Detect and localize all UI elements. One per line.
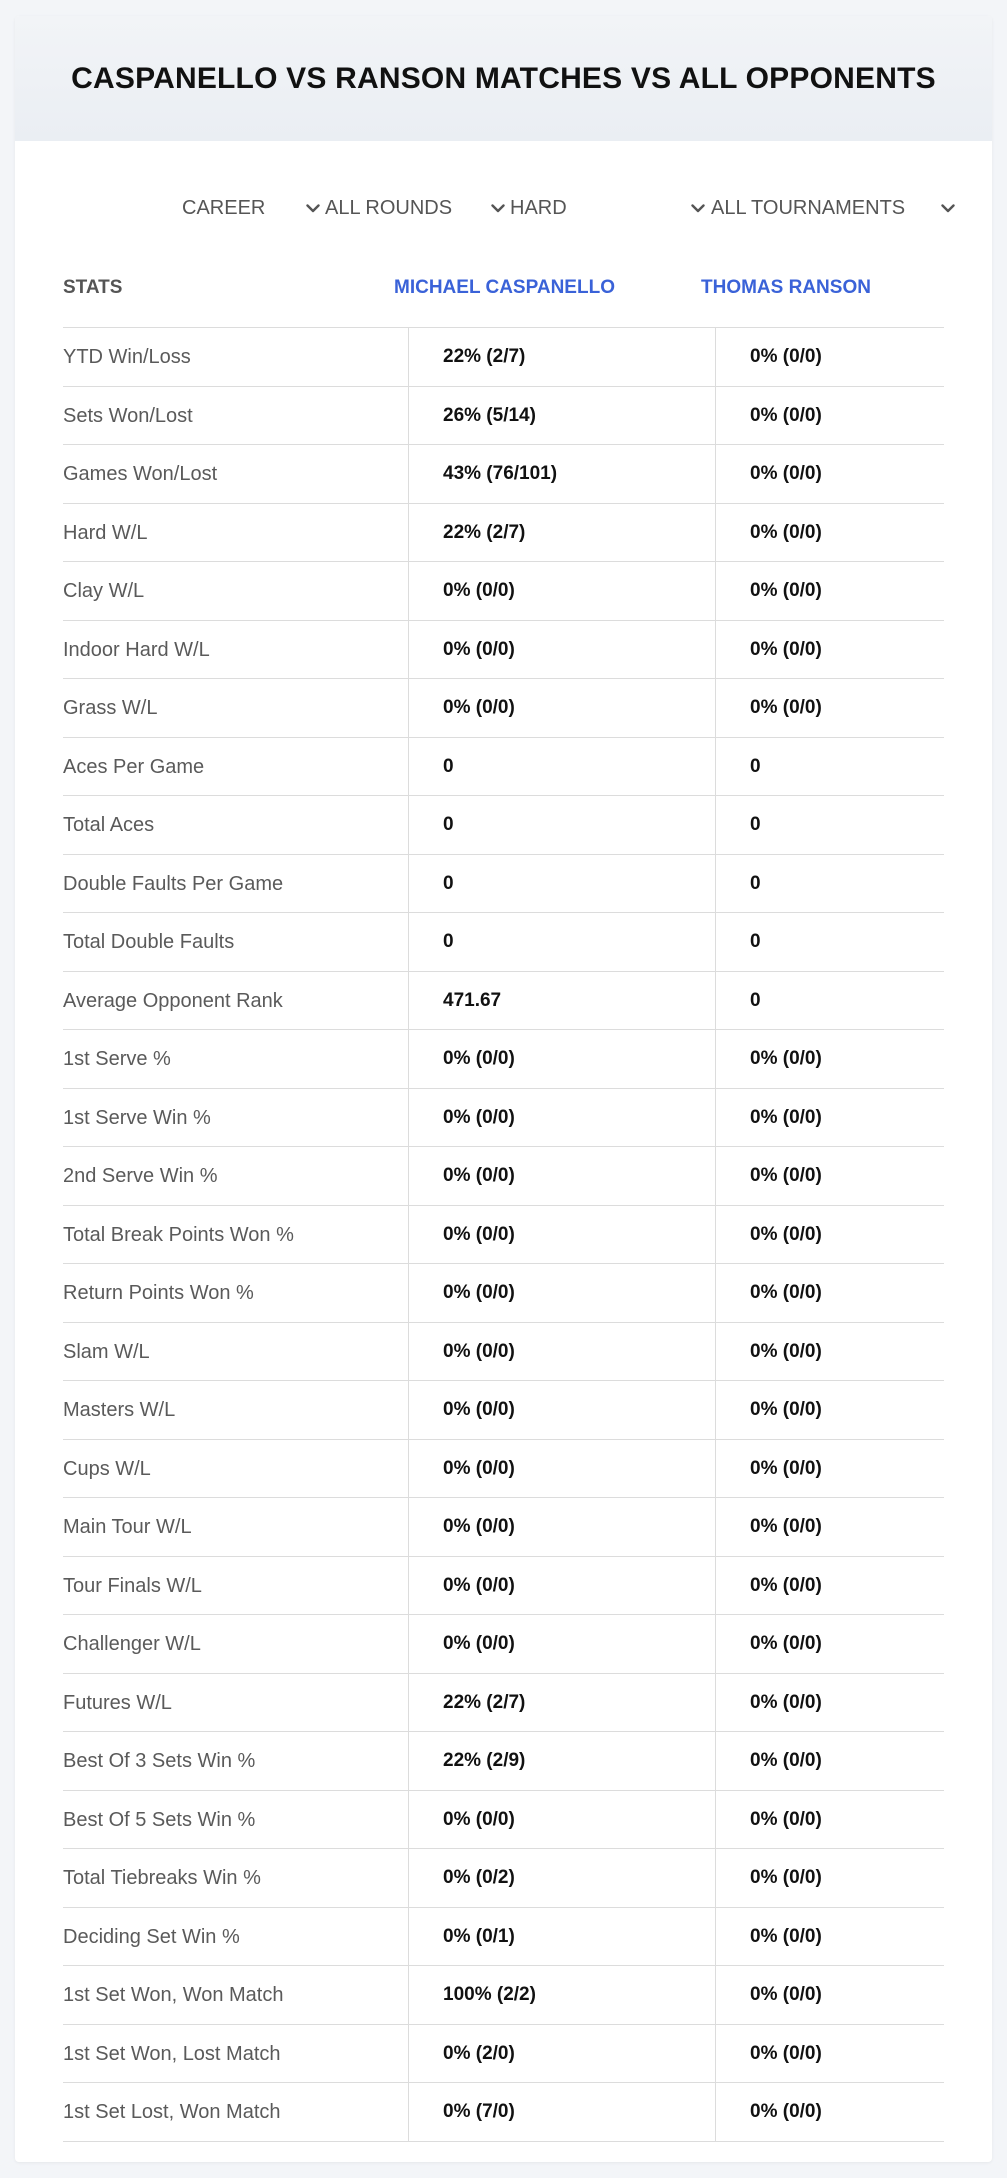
player1-stat-value: 0% (7/0) — [443, 2101, 515, 2122]
stat-label: Total Tiebreaks Win % — [63, 1867, 261, 1889]
player2-stat-value: 0% (0/0) — [750, 2101, 822, 2122]
column-divider — [715, 328, 716, 2142]
chevron-down-icon — [303, 198, 323, 218]
table-row — [63, 1615, 944, 1674]
chevron-down-icon — [938, 198, 958, 218]
stat-label: Sets Won/Lost — [63, 404, 193, 427]
table-row — [63, 1674, 944, 1733]
player1-stat-value: 0% (0/1) — [443, 1925, 515, 1947]
player1-stat-value: 0 — [443, 755, 454, 777]
player1-stat-value: 0% (0/0) — [443, 638, 515, 660]
table-row — [63, 1440, 944, 1499]
player2-stat-value: 0 — [750, 814, 761, 835]
stat-label: Hard W/L — [63, 521, 148, 544]
table-row — [63, 445, 944, 504]
player2-stat-value: 0% (0/0) — [750, 463, 822, 484]
player2-stat-value: 0 — [750, 989, 761, 1011]
rounds-filter-value: ALL ROUNDS — [325, 196, 453, 219]
player2-stat-value: 0% (0/0) — [750, 1106, 822, 1128]
player2-stat-value: 0% (0/0) — [750, 1633, 822, 1654]
player2-stat-value: 0% (0/0) — [750, 404, 822, 426]
table-row — [63, 796, 944, 855]
stat-label: Tour Finals W/L — [63, 1574, 202, 1597]
player2-stat-value: 0 — [750, 872, 761, 894]
surface-filter-value: HARD — [510, 196, 567, 219]
player2-stat-value: 0% (0/0) — [750, 1223, 822, 1245]
player2-stat-value: 0% (0/0) — [750, 2042, 822, 2064]
stat-label: Average Opponent Rank — [63, 989, 283, 1012]
table-row — [63, 738, 944, 797]
stat-label: Main Tour W/L — [63, 1516, 192, 1538]
table-row — [63, 913, 944, 972]
chevron-down-icon — [688, 198, 708, 218]
table-header — [63, 248, 944, 328]
player1-stat-value: 0% (0/0) — [443, 1223, 515, 1245]
player2-stat-value: 0% (0/0) — [750, 1691, 822, 1713]
stat-label: 1st Serve Win % — [63, 1106, 211, 1129]
table-row — [63, 1147, 944, 1206]
player2-stat-value: 0% (0/0) — [750, 346, 822, 367]
stat-label: 1st Set Lost, Won Match — [63, 2101, 281, 2123]
player1-stat-value: 0% (0/0) — [443, 1106, 515, 1128]
table-row — [63, 328, 944, 387]
player1-stat-value: 0% (0/0) — [443, 1282, 515, 1303]
player1-stat-value: 0 — [443, 931, 454, 952]
player2-stat-value: 0% (0/0) — [750, 1516, 822, 1537]
stat-label: Grass W/L — [63, 697, 158, 719]
career-filter-value: CAREER — [182, 196, 266, 219]
page-title: CASPANELLO VS RANSON MATCHES VS ALL OPPONENTS — [71, 61, 936, 95]
player1-stat-value: 471.67 — [443, 989, 502, 1011]
player2-stat-value: 0 — [750, 755, 761, 777]
stat-label: Deciding Set Win % — [63, 1925, 240, 1948]
table-row — [63, 504, 944, 563]
stats-column-header: STATS — [63, 276, 123, 298]
table-row — [63, 1264, 944, 1323]
stat-label: Games Won/Lost — [63, 463, 218, 485]
stat-label: Best Of 3 Sets Win % — [63, 1750, 256, 1772]
player2-stat-value: 0% (0/0) — [750, 1399, 822, 1420]
stat-label: 1st Set Won, Lost Match — [63, 2042, 281, 2065]
stat-label: Total Aces — [63, 814, 155, 836]
table-row — [63, 1030, 944, 1089]
player2-stat-value: 0% (0/0) — [750, 697, 822, 718]
player1-stat-value: 0% (0/0) — [443, 1048, 515, 1069]
player2-stat-value: 0% (0/0) — [750, 1048, 822, 1069]
stat-label: Return Points Won % — [63, 1282, 254, 1304]
stat-label: Masters W/L — [63, 1399, 176, 1421]
table-row — [63, 1498, 944, 1557]
table-row — [63, 1849, 944, 1908]
stat-label: Futures W/L — [63, 1691, 172, 1714]
chevron-down-icon — [488, 198, 508, 218]
table-row — [63, 2083, 944, 2142]
stat-label: Total Break Points Won % — [63, 1223, 294, 1246]
stat-label: Best Of 5 Sets Win % — [63, 1808, 256, 1831]
player2-link[interactable]: THOMAS RANSON — [701, 276, 871, 298]
player1-stat-value: 0% (0/0) — [443, 580, 515, 601]
table-row — [63, 2025, 944, 2084]
stat-label: 1st Serve % — [63, 1048, 171, 1070]
table-row — [63, 1732, 944, 1791]
table-row — [63, 1381, 944, 1440]
stat-label: 2nd Serve Win % — [63, 1165, 218, 1187]
player2-stat-value: 0% (0/0) — [750, 1925, 822, 1947]
stats-table — [63, 248, 944, 2142]
tournaments-filter[interactable] — [711, 188, 958, 228]
player2-stat-value: 0% (0/0) — [750, 1984, 822, 2005]
table-row — [63, 562, 944, 621]
player2-stat-value: 0% (0/0) — [750, 521, 822, 543]
stat-label: Indoor Hard W/L — [63, 638, 210, 661]
stats-card — [15, 16, 992, 2162]
player1-stat-value: 0% (0/0) — [443, 1808, 515, 1830]
player1-stat-value: 0% (0/0) — [443, 1399, 515, 1420]
player1-stat-value: 0% (0/0) — [443, 1516, 515, 1537]
card-header — [15, 16, 992, 141]
table-row — [63, 1966, 944, 2025]
rounds-filter[interactable] — [325, 188, 508, 228]
player1-stat-value: 0% (0/0) — [443, 1574, 515, 1596]
table-row — [63, 1557, 944, 1616]
stat-label: 1st Set Won, Won Match — [63, 1984, 284, 2006]
player1-stat-value: 22% (2/9) — [443, 1750, 526, 1771]
player2-stat-value: 0% (0/0) — [750, 1282, 822, 1303]
player1-stat-value: 0% (0/0) — [443, 697, 515, 718]
player1-stat-value: 22% (2/7) — [443, 521, 526, 543]
player1-stat-value: 26% (5/14) — [443, 404, 536, 426]
player2-stat-value: 0% (0/0) — [750, 1808, 822, 1830]
stat-label: Clay W/L — [63, 580, 145, 602]
table-row — [63, 1908, 944, 1967]
player1-stat-value: 0% (0/0) — [443, 1633, 515, 1654]
player2-stat-value: 0% (0/0) — [750, 1750, 822, 1771]
player1-stat-value: 0% (0/0) — [443, 1340, 515, 1362]
player1-link[interactable]: MICHAEL CASPANELLO — [394, 276, 615, 298]
column-divider — [408, 328, 409, 2142]
stat-label: Slam W/L — [63, 1340, 150, 1363]
table-row — [63, 1206, 944, 1265]
player1-stat-value: 0% (0/0) — [443, 1165, 515, 1186]
player1-stat-value: 0% (2/0) — [443, 2042, 515, 2064]
table-row — [63, 972, 944, 1031]
stat-label: Cups W/L — [63, 1457, 151, 1480]
table-row — [63, 621, 944, 680]
table-row — [63, 679, 944, 738]
player2-stat-value: 0% (0/0) — [750, 1867, 822, 1888]
player1-stat-value: 0% (0/2) — [443, 1867, 515, 1888]
stat-label: Aces Per Game — [63, 755, 205, 778]
table-row — [63, 1791, 944, 1850]
player2-stat-value: 0% (0/0) — [750, 1457, 822, 1479]
stat-label: Total Double Faults — [63, 931, 235, 953]
career-filter[interactable] — [182, 188, 323, 228]
player2-stat-value: 0% (0/0) — [750, 1340, 822, 1362]
player2-stat-value: 0% (0/0) — [750, 1165, 822, 1186]
table-body — [63, 328, 944, 2142]
player1-stat-value: 0 — [443, 814, 454, 835]
player1-stat-value: 22% (2/7) — [443, 346, 526, 367]
stat-label: Double Faults Per Game — [63, 872, 284, 895]
table-row — [63, 1089, 944, 1148]
surface-filter[interactable] — [510, 188, 708, 228]
player1-stat-value: 43% (76/101) — [443, 463, 558, 484]
tournaments-filter-value: ALL TOURNAMENTS — [711, 196, 906, 219]
player2-stat-value: 0% (0/0) — [750, 1574, 822, 1596]
player2-stat-value: 0% (0/0) — [750, 638, 822, 660]
player1-stat-value: 22% (2/7) — [443, 1691, 526, 1713]
table-row — [63, 387, 944, 446]
stat-label: Challenger W/L — [63, 1633, 201, 1655]
player2-stat-value: 0% (0/0) — [750, 580, 822, 601]
player2-stat-value: 0 — [750, 931, 761, 952]
player1-stat-value: 100% (2/2) — [443, 1984, 536, 2005]
player1-stat-value: 0 — [443, 872, 454, 894]
player1-stat-value: 0% (0/0) — [443, 1457, 515, 1479]
table-row — [63, 1323, 944, 1382]
filter-bar — [15, 188, 992, 228]
stat-label: YTD Win/Loss — [63, 346, 191, 368]
table-row — [63, 855, 944, 914]
